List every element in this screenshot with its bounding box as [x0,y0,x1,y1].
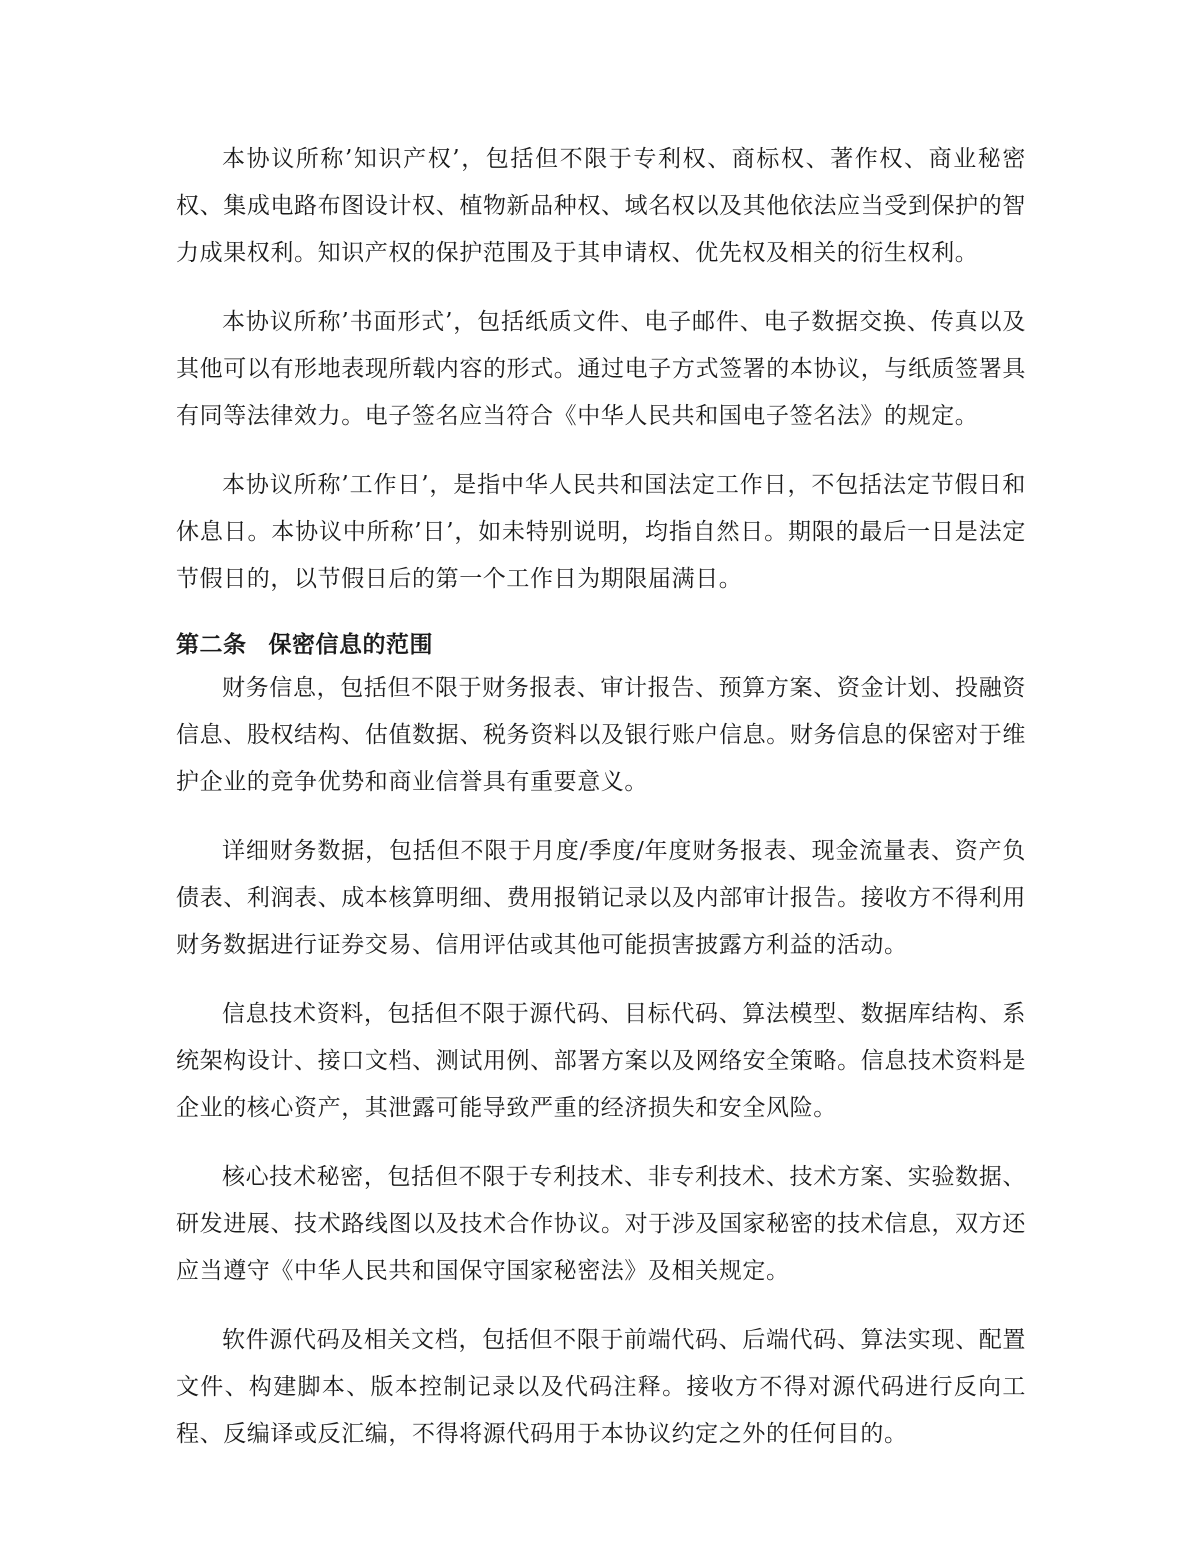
paragraph-core-technical-secrets: 核心技术秘密，包括但不限于专利技术、非专利技术、技术方案、实验数据、研发进展、技术路线图以及技术合作协议。对于涉及国家秘密的技术信息，双方还应当遵守《中华人民共和国保守国家秘密法》及相关规定。 [176,1164,1026,1284]
paragraph-written-form-definition: 本协议所称’书面形式’，包括纸质文件、电子邮件、电子数据交换、传真以及其他可以有形地表现所载内容的形式。通过电子方式签署的本协议，与纸质签署具有同等法律效力。电子签名应当符合《中华人民共和国电子签名法》的规定。 [176,309,1026,429]
paragraph-it-materials: 信息技术资料，包括但不限于源代码、目标代码、算法模型、数据库结构、系统架构设计、接口文档、测试用例、部署方案以及网络安全策略。信息技术资料是企业的核心资产，其泄露可能导致严重的经济损失和安全风险。 [176,1001,1026,1121]
paragraph-intellectual-property-definition: 本协议所称’知识产权’，包括但不限于专利权、商标权、著作权、商业秘密权、集成电路布图设计权、植物新品种权、域名权以及其他依法应当受到保护的智力成果权利。知识产权的保护范围及于其申请权、优先权及相关的衍生权利。 [176,146,1026,266]
paragraph-working-day-definition: 本协议所称’工作日’，是指中华人民共和国法定工作日，不包括法定节假日和休息日。本协议中所称’日’，如未特别说明，均指自然日。期限的最后一日是法定节假日的，以节假日后的第一个工作日为期限届满日。 [176,472,1026,592]
section-heading [176,625,1026,665]
paragraph-detailed-financial-data: 详细财务数据，包括但不限于月度/季度/年度财务报表、现金流量表、资产负债表、利润表、成本核算明细、费用报销记录以及内部审计报告。接收方不得利用财务数据进行证券交易、信用评估或其他可能损害披露方利益的活动。 [176,838,1026,958]
section-number: 第二条 [176,632,247,658]
paragraph-source-code: 软件源代码及相关文档，包括但不限于前端代码、后端代码、算法实现、配置文件、构建脚本、版本控制记录以及代码注释。接收方不得对源代码进行反向工程、反编译或反汇编，不得将源代码用于本协议约定之外的任何目的。 [176,1327,1026,1447]
document-page [176,136,1026,1480]
section-title: 保密信息的范围 [268,632,433,658]
paragraph-financial-information: 财务信息，包括但不限于财务报表、审计报告、预算方案、资金计划、投融资信息、股权结构、估值数据、税务资料以及银行账户信息。财务信息的保密对于维护企业的竞争优势和商业信誉具有重要意义。 [176,675,1026,795]
